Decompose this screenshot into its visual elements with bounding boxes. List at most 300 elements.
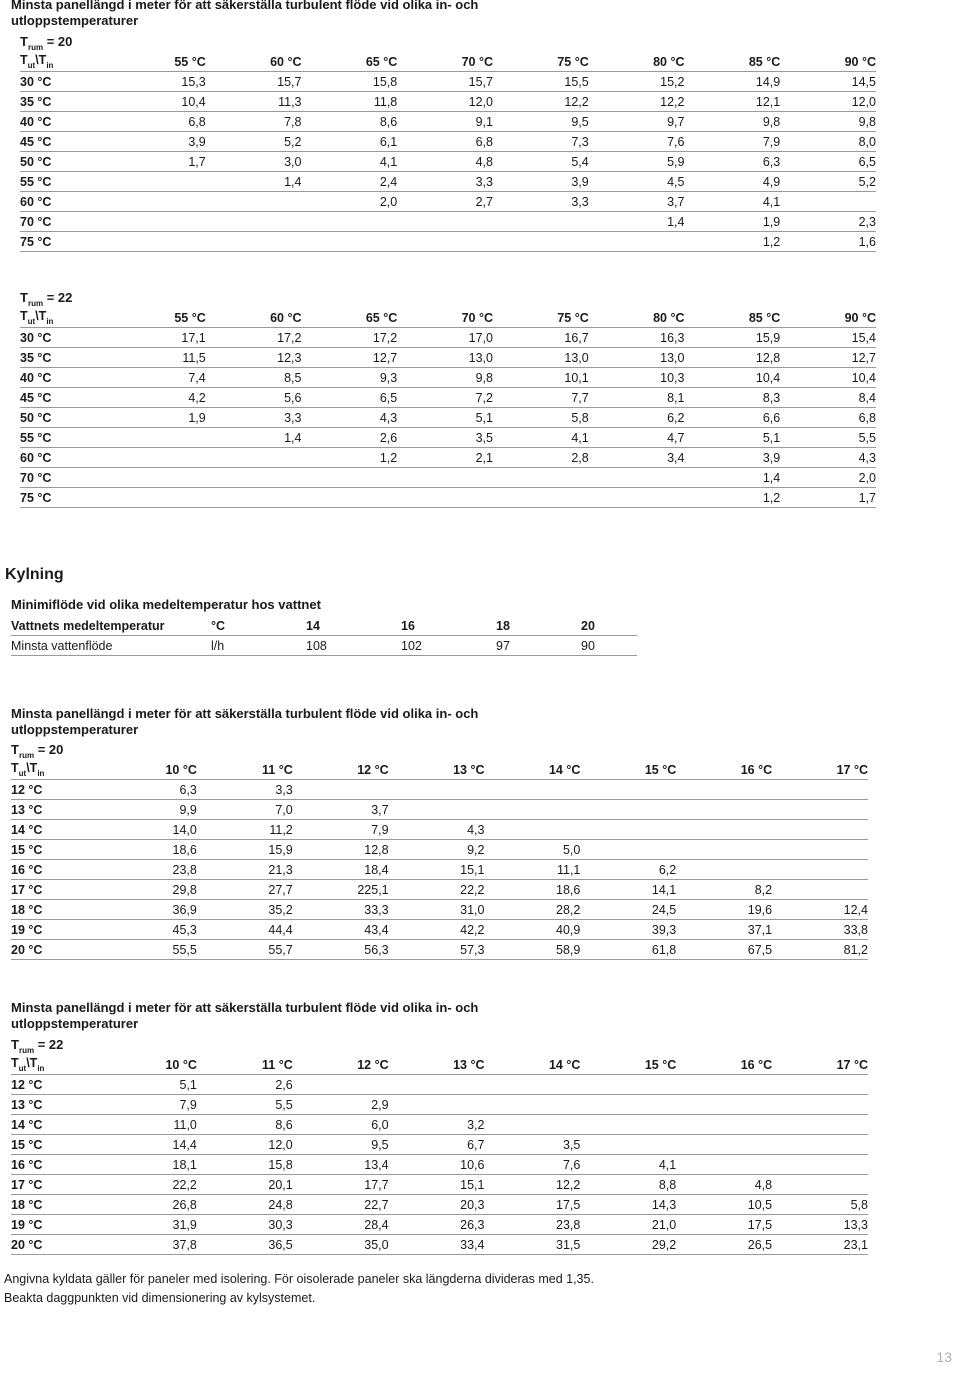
table-cell: 35,2 (197, 900, 293, 920)
table-cell (110, 448, 206, 468)
table-cell: 33,4 (389, 1235, 485, 1255)
table-cell: 22,7 (293, 1195, 389, 1215)
table-cell: 3,2 (389, 1115, 485, 1135)
table-cell: 1,9 (685, 212, 781, 232)
flow-cell: 18 (496, 616, 581, 636)
table-row (20, 448, 876, 468)
table-cell (772, 1135, 868, 1155)
table-cell: 9,8 (397, 368, 493, 388)
table-cell (206, 468, 302, 488)
table-cell: 10,5 (676, 1195, 772, 1215)
table-cell: 5,8 (493, 408, 589, 428)
table-cell: 8,8 (580, 1175, 676, 1195)
table-cell: 225,1 (293, 880, 389, 900)
corner-header: $T_{ut}\backslash T_{in}$ (20, 308, 110, 328)
table-cell: 1,2 (685, 232, 781, 252)
table-cell: 45,3 (101, 920, 197, 940)
table-cell: 6,8 (780, 408, 876, 428)
table-cell: 18,4 (293, 860, 389, 880)
table-cell: 1,9 (110, 408, 206, 428)
row-label: 50 °C (20, 408, 110, 428)
row-label: 18 °C (11, 900, 101, 920)
table-row (20, 368, 876, 388)
table-cell: 5,1 (101, 1075, 197, 1095)
header-row (11, 1055, 868, 1075)
row-label: 55 °C (20, 172, 110, 192)
table-cell (676, 1115, 772, 1135)
table-cell: 2,7 (397, 192, 493, 212)
table-cell: 1,7 (780, 488, 876, 508)
column-header: 16 °C (676, 1055, 772, 1075)
row-label: 20 °C (11, 1235, 101, 1255)
table-row (11, 920, 868, 940)
flow-cell: 16 (401, 616, 496, 636)
table-cell (580, 820, 676, 840)
table-cell: 27,7 (197, 880, 293, 900)
table-cell: 18,1 (101, 1155, 197, 1175)
table-cell: 1,4 (206, 428, 302, 448)
table-cell (676, 800, 772, 820)
table-cell: 15,3 (110, 72, 206, 92)
table-cell: 7,9 (685, 132, 781, 152)
table-cell: 42,2 (389, 920, 485, 940)
table-cell: 13,0 (397, 348, 493, 368)
row-label: 12 °C (11, 1075, 101, 1095)
min-flow-table (11, 616, 637, 656)
flow-cell: Vattnets medeltemperatur (11, 616, 211, 636)
table-cell: 56,3 (293, 940, 389, 960)
table-cell: 18,6 (101, 840, 197, 860)
table-cell (485, 800, 581, 820)
table-cell: 6,2 (580, 860, 676, 880)
table-cell (110, 428, 206, 448)
table-cell: 7,9 (293, 820, 389, 840)
table-cell: 14,9 (685, 72, 781, 92)
table-row (20, 468, 876, 488)
table-cell: 17,7 (293, 1175, 389, 1195)
table-cell: 6,8 (397, 132, 493, 152)
table-cell (493, 212, 589, 232)
header-row (20, 308, 876, 328)
table-row (20, 132, 876, 152)
table-cell: 29,2 (580, 1235, 676, 1255)
table-cell: 36,5 (197, 1235, 293, 1255)
table-cell: 5,1 (397, 408, 493, 428)
table-cell: 24,8 (197, 1195, 293, 1215)
table-cell: 31,9 (101, 1215, 197, 1235)
table-cell: 15,8 (197, 1155, 293, 1175)
table-cell: 6,7 (389, 1135, 485, 1155)
table-cell: 4,7 (589, 428, 685, 448)
table-cell: 4,3 (389, 820, 485, 840)
page-number: 13 (936, 1349, 952, 1365)
table-cell (580, 800, 676, 820)
table-cell: 6,8 (110, 112, 206, 132)
table-row (20, 192, 876, 212)
row-label: 13 °C (11, 800, 101, 820)
table-cell: 17,2 (302, 328, 398, 348)
column-header: 14 °C (485, 1055, 581, 1075)
table-row (11, 1175, 868, 1195)
table-cell: 19,6 (676, 900, 772, 920)
table-cell: 5,8 (772, 1195, 868, 1215)
table-cell (580, 1135, 676, 1155)
table-cell: 7,4 (110, 368, 206, 388)
table-cell: 14,5 (780, 72, 876, 92)
row-label: 35 °C (20, 92, 110, 112)
table-cell: 2,0 (302, 192, 398, 212)
table-cell: 15,7 (206, 72, 302, 92)
table-row (20, 72, 876, 92)
table-cell: 4,9 (685, 172, 781, 192)
table-cell: 7,3 (493, 132, 589, 152)
table-cell: 26,8 (101, 1195, 197, 1215)
table-cell: 1,7 (110, 152, 206, 172)
table-cell (772, 1175, 868, 1195)
table-cell (206, 212, 302, 232)
table-cell: 11,8 (302, 92, 398, 112)
row-label: 14 °C (11, 820, 101, 840)
flow-cell: 97 (496, 636, 581, 656)
row-label: 70 °C (20, 212, 110, 232)
table-cell: 21,3 (197, 860, 293, 880)
table-cell (485, 1095, 581, 1115)
table-cell: 4,1 (493, 428, 589, 448)
table-cell: 81,2 (772, 940, 868, 960)
row-label: 16 °C (11, 1155, 101, 1175)
table-cell (397, 212, 493, 232)
table-cell (110, 212, 206, 232)
table-cell (110, 232, 206, 252)
table-row (20, 152, 876, 172)
table-cell: 15,1 (389, 1175, 485, 1195)
row-label: 45 °C (20, 388, 110, 408)
flow-table-title: Minimiflöde vid olika medeltemperatur hos vattnet (11, 597, 321, 612)
heating-table-1-troom-label: $T_{rum} = 20$ (20, 34, 73, 52)
column-header: 75 °C (493, 52, 589, 72)
table-cell (580, 780, 676, 800)
row-label: 18 °C (11, 1195, 101, 1215)
row-label: 60 °C (20, 192, 110, 212)
table-cell: 12,2 (493, 92, 589, 112)
table-cell (389, 780, 485, 800)
table-cell: 4,3 (302, 408, 398, 428)
heating-table-2 (20, 308, 876, 508)
table-cell: 67,5 (676, 940, 772, 960)
table-cell: 2,6 (197, 1075, 293, 1095)
row-label: 40 °C (20, 112, 110, 132)
table-cell (580, 1115, 676, 1135)
table-cell: 3,9 (110, 132, 206, 152)
table-cell: 2,9 (293, 1095, 389, 1115)
table-cell: 5,6 (206, 388, 302, 408)
table-cell: 7,8 (206, 112, 302, 132)
table-cell: 6,3 (101, 780, 197, 800)
cooling-table-2 (11, 1055, 868, 1255)
table-row (20, 232, 876, 252)
table-cell (772, 840, 868, 860)
table-row (11, 1075, 868, 1095)
header-row (20, 52, 876, 72)
row-label: 75 °C (20, 232, 110, 252)
header-row (11, 760, 868, 780)
table-cell: 7,7 (493, 388, 589, 408)
table-cell (485, 820, 581, 840)
table-cell (589, 232, 685, 252)
table-cell: 23,8 (485, 1215, 581, 1235)
row-label: 35 °C (20, 348, 110, 368)
table-cell: 3,9 (685, 448, 781, 468)
table-row (20, 92, 876, 112)
table-cell: 35,0 (293, 1235, 389, 1255)
column-header: 80 °C (589, 308, 685, 328)
table-cell (389, 1095, 485, 1115)
table-cell (676, 840, 772, 860)
table-cell: 6,0 (293, 1115, 389, 1135)
table-cell (772, 1095, 868, 1115)
table-cell: 7,6 (589, 132, 685, 152)
table-cell: 10,3 (589, 368, 685, 388)
table-cell: 4,8 (676, 1175, 772, 1195)
table-cell: 6,5 (302, 388, 398, 408)
table-cell: 20,3 (389, 1195, 485, 1215)
table-cell: 23,8 (101, 860, 197, 880)
table-cell: 29,8 (101, 880, 197, 900)
table-row (11, 900, 868, 920)
flow-header-row (11, 616, 637, 636)
table-cell: 1,2 (685, 488, 781, 508)
table-cell: 15,8 (302, 72, 398, 92)
table-cell: 3,7 (589, 192, 685, 212)
table-cell (206, 488, 302, 508)
table-cell (397, 488, 493, 508)
column-header: 55 °C (110, 52, 206, 72)
table-cell: 13,0 (493, 348, 589, 368)
table-cell: 5,1 (685, 428, 781, 448)
table-cell (589, 468, 685, 488)
table-cell: 1,4 (589, 212, 685, 232)
table-cell: 9,1 (397, 112, 493, 132)
cooling-table-1-troom-label: $T_{rum} = 20$ (11, 742, 64, 760)
table-cell (676, 1095, 772, 1115)
table-cell: 7,2 (397, 388, 493, 408)
table-cell: 26,3 (389, 1215, 485, 1235)
column-header: 60 °C (206, 308, 302, 328)
table-cell (485, 780, 581, 800)
table-cell (676, 1075, 772, 1095)
column-header: 85 °C (685, 52, 781, 72)
table-row (11, 860, 868, 880)
table-cell: 10,4 (110, 92, 206, 112)
table-cell (772, 1075, 868, 1095)
cooling-note-dewpoint: Beakta daggpunkten vid dimensionering av kylsystemet. (4, 1291, 316, 1305)
table-cell (302, 212, 398, 232)
table-cell: 3,0 (206, 152, 302, 172)
table-cell: 18,6 (485, 880, 581, 900)
flow-cell: 20 (581, 616, 637, 636)
column-header: 75 °C (493, 308, 589, 328)
table-cell: 26,5 (676, 1235, 772, 1255)
table-cell: 3,9 (493, 172, 589, 192)
table-cell: 15,4 (780, 328, 876, 348)
table-cell: 8,5 (206, 368, 302, 388)
table-row (11, 940, 868, 960)
table-cell: 9,9 (101, 800, 197, 820)
table-cell (206, 232, 302, 252)
table-cell: 22,2 (389, 880, 485, 900)
table-cell: 2,8 (493, 448, 589, 468)
table-cell: 12,7 (302, 348, 398, 368)
table-cell (580, 1075, 676, 1095)
table-cell (389, 800, 485, 820)
table-cell (676, 860, 772, 880)
table-cell: 15,2 (589, 72, 685, 92)
table-cell: 10,1 (493, 368, 589, 388)
table-cell: 12,7 (780, 348, 876, 368)
table-cell: 12,2 (485, 1175, 581, 1195)
column-header: 15 °C (580, 760, 676, 780)
table-cell (110, 488, 206, 508)
table-cell (589, 488, 685, 508)
table-row (11, 840, 868, 860)
table-cell: 11,2 (197, 820, 293, 840)
table-cell: 5,2 (780, 172, 876, 192)
row-label: 45 °C (20, 132, 110, 152)
row-label: 17 °C (11, 1175, 101, 1195)
table-cell: 2,4 (302, 172, 398, 192)
column-header: 17 °C (772, 760, 868, 780)
row-label: 19 °C (11, 1215, 101, 1235)
column-header: 70 °C (397, 52, 493, 72)
table-cell: 39,3 (580, 920, 676, 940)
table-row (20, 328, 876, 348)
table-cell: 2,6 (302, 428, 398, 448)
table-cell (293, 1075, 389, 1095)
table-cell: 7,9 (101, 1095, 197, 1115)
table-cell: 10,4 (780, 368, 876, 388)
table-cell: 12,0 (780, 92, 876, 112)
cooling-table-1 (11, 760, 868, 960)
row-label: 60 °C (20, 448, 110, 468)
row-label: 19 °C (11, 920, 101, 940)
table-cell (110, 468, 206, 488)
table-cell: 4,1 (302, 152, 398, 172)
heating-table-1-title: Minsta panellängd i meter för att säkerställa turbulent flöde vid olika in- och utloppstemperaturer (11, 0, 479, 28)
table-cell: 24,5 (580, 900, 676, 920)
row-label: 55 °C (20, 428, 110, 448)
table-cell: 37,1 (676, 920, 772, 940)
table-cell: 8,0 (780, 132, 876, 152)
table-row (11, 1115, 868, 1135)
table-row (20, 428, 876, 448)
table-cell (676, 780, 772, 800)
column-header: 55 °C (110, 308, 206, 328)
table-cell: 12,4 (772, 900, 868, 920)
table-cell (206, 192, 302, 212)
table-cell: 7,6 (485, 1155, 581, 1175)
table-cell (772, 780, 868, 800)
table-cell: 17,5 (676, 1215, 772, 1235)
table-cell: 22,2 (101, 1175, 197, 1195)
column-header: 10 °C (101, 1055, 197, 1075)
table-cell: 15,9 (685, 328, 781, 348)
table-cell: 12,1 (685, 92, 781, 112)
flow-cell: 14 (306, 616, 401, 636)
table-cell: 14,3 (580, 1195, 676, 1215)
column-header: 11 °C (197, 760, 293, 780)
table-cell: 9,2 (389, 840, 485, 860)
row-label: 50 °C (20, 152, 110, 172)
row-label: 17 °C (11, 880, 101, 900)
table-cell: 9,5 (493, 112, 589, 132)
table-cell (772, 800, 868, 820)
table-cell: 6,2 (589, 408, 685, 428)
table-cell: 33,3 (293, 900, 389, 920)
corner-header: $T_{ut}\backslash T_{in}$ (11, 1055, 101, 1075)
table-cell: 2,0 (780, 468, 876, 488)
table-cell: 13,4 (293, 1155, 389, 1175)
table-cell (780, 192, 876, 212)
flow-cell: Minsta vattenflöde (11, 636, 211, 656)
table-cell: 3,3 (197, 780, 293, 800)
cooling-table-2-title: Minsta panellängd i meter för att säkerställa turbulent flöde vid olika in- och utloppstemperaturer (11, 1000, 479, 1031)
table-cell: 4,5 (589, 172, 685, 192)
column-header: 13 °C (389, 760, 485, 780)
table-cell: 40,9 (485, 920, 581, 940)
table-cell: 3,3 (206, 408, 302, 428)
heating-table-1 (20, 52, 876, 252)
table-cell (580, 1095, 676, 1115)
column-header: 16 °C (676, 760, 772, 780)
table-cell: 5,5 (780, 428, 876, 448)
table-cell: 4,1 (685, 192, 781, 212)
table-cell: 61,8 (580, 940, 676, 960)
table-cell (676, 1135, 772, 1155)
table-cell (397, 468, 493, 488)
table-cell: 17,0 (397, 328, 493, 348)
table-cell: 15,9 (197, 840, 293, 860)
table-cell: 1,4 (685, 468, 781, 488)
table-row (11, 1155, 868, 1175)
table-cell: 9,7 (589, 112, 685, 132)
column-header: 12 °C (293, 1055, 389, 1075)
table-cell: 5,5 (197, 1095, 293, 1115)
table-cell (676, 1155, 772, 1175)
table-cell: 6,3 (685, 152, 781, 172)
table-cell (389, 1075, 485, 1095)
column-header: 90 °C (780, 308, 876, 328)
row-label: 30 °C (20, 328, 110, 348)
table-cell: 8,1 (589, 388, 685, 408)
table-cell: 6,6 (685, 408, 781, 428)
table-cell: 17,1 (110, 328, 206, 348)
table-cell: 5,4 (493, 152, 589, 172)
table-cell: 30,3 (197, 1215, 293, 1235)
table-cell: 31,5 (485, 1235, 581, 1255)
column-header: 80 °C (589, 52, 685, 72)
table-cell: 15,1 (389, 860, 485, 880)
table-cell: 8,6 (197, 1115, 293, 1135)
column-header: 17 °C (772, 1055, 868, 1075)
table-row (20, 172, 876, 192)
row-label: 20 °C (11, 940, 101, 960)
table-cell: 6,1 (302, 132, 398, 152)
table-cell: 12,2 (589, 92, 685, 112)
table-cell: 16,3 (589, 328, 685, 348)
table-cell (772, 1115, 868, 1135)
table-cell (493, 232, 589, 252)
table-cell: 11,0 (101, 1115, 197, 1135)
